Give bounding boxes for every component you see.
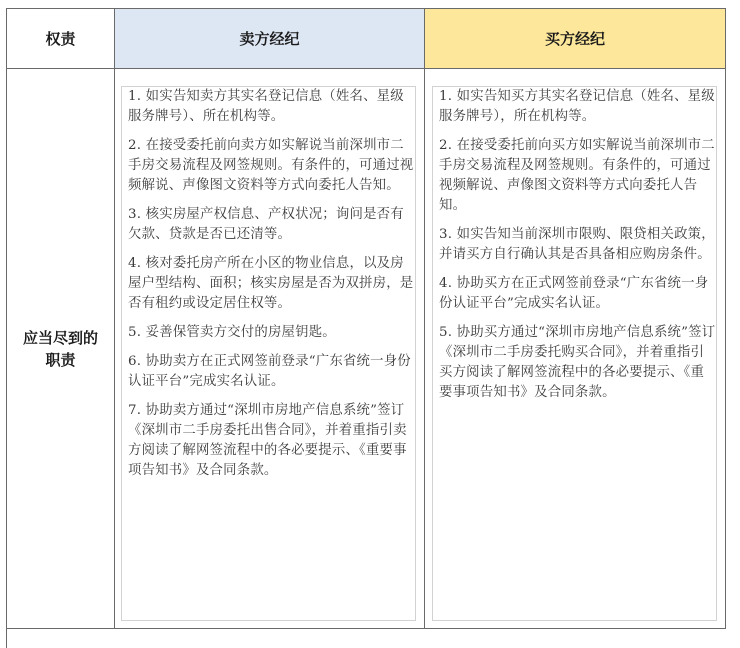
seller-duty-item: 6. 协助卖方在正式网签前登录“广东省统一身份认证平台”完成实名认证。 — [128, 354, 411, 389]
buyer-duty-item: 3. 如实告知当前深圳市限购、限贷相关政策，并请买方自行确认其是否具备相应购房条件。 — [439, 227, 715, 262]
header-role: 权责 — [7, 9, 115, 69]
row-label-text: 应当尽到的职责 — [22, 328, 98, 369]
responsibility-table — [6, 8, 726, 648]
row-label-duties — [7, 69, 115, 629]
header-seller-agent: 卖方经纪 — [115, 9, 425, 69]
seller-duties-cell — [115, 69, 425, 629]
buyer-duties-cell — [425, 69, 726, 629]
buyer-duty-item: 1. 如实告知买方其实名登记信息（姓名、星级服务牌号），所在机构等。 — [439, 89, 715, 124]
seller-duty-item: 4. 核对委托房产所在小区的物业信息，以及房屋户型结构、面积；核实房屋是否为双拼房，是否有租约或设定居住权等。 — [128, 256, 414, 311]
seller-duties-box — [121, 86, 416, 621]
seller-duty-item: 5. 妥善保管卖方交付的房屋钥匙。 — [128, 325, 336, 340]
header-buyer-agent: 买方经纪 — [425, 9, 726, 69]
seller-duty-item: 7. 协助卖方通过“深圳市房地产信息系统”签订《深圳市二手房委托出售合同》，并着重指引卖方阅读了解网签流程中的各必要提示、《重要事项告知书》及合同条款。 — [128, 403, 407, 478]
seller-duty-item: 1. 如实告知卖方其实名登记信息（姓名、星级服务牌号）、所在机构等。 — [128, 89, 404, 124]
seller-duty-item: 3. 核实房屋产权信息、产权状况；询问是否有欠款、贷款是否已还清等。 — [128, 207, 404, 242]
buyer-duty-item: 2. 在接受委托前向买方如实解说当前深圳市二手房交易流程及网签规则。有条件的，可通过视频解说、声像图文资料等方式向委托人告知。 — [439, 138, 715, 213]
buyer-duty-item: 5. 协助买方通过“深圳市房地产信息系统”签订《深圳市二手房委托购买合同》，并着重指引买方阅读了解网签流程中的各必要提示、《重要事项告知书》及合同条款。 — [439, 325, 716, 400]
buyer-duty-item: 4. 协助买方在正式网签前登录“广东省统一身份认证平台”完成实名认证。 — [439, 276, 709, 311]
seller-duty-item: 2. 在接受委托前向卖方如实解说当前深圳市二手房交易流程及网签规则。有条件的，可通过视频解说、声像图文资料等方式向委托人告知。 — [128, 138, 414, 193]
buyer-duties-box — [432, 86, 717, 621]
